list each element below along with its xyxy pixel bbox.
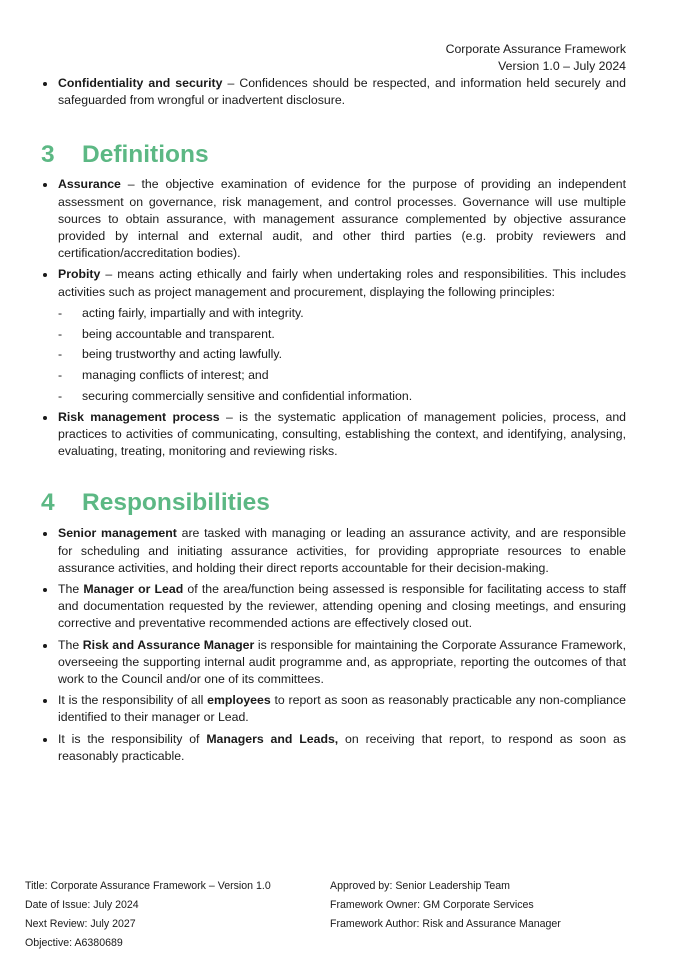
term-text: are tasked with managing or leading an assurance activity, and are responsible for scheduling and initiating assurance activities, for providing appropriate resources to enable assurance activities, and holding their direct reports accountable for their decision-making. <box>58 526 626 575</box>
principle-item: - acting fairly, impartially and with integrity. <box>58 305 626 322</box>
lead-text: It is the responsibility of all <box>58 693 208 708</box>
section-title: Responsibilities <box>82 489 270 517</box>
principles-list <box>58 305 626 405</box>
list-item <box>41 581 626 633</box>
term-text: – the objective examination of evidence for the purpose of providing an independent assessment on governance, risk management, and control processes. Governance will use multiple sources to obtain assurance, with management assurance complemented by objective assurance provided by internal and external audit, and other third parties (e.g. probity reviewers and certification/accreditation bodies). <box>58 177 626 261</box>
section-heading-definitions <box>41 140 626 170</box>
term: Probity <box>58 267 101 282</box>
term: Risk management process <box>58 409 220 424</box>
term-text: is responsible for maintaining the Corporate Assurance Framework, overseeing the supporting internal audit programme and, as appropriate, reporting the outcomes of that work to the Council and/or one of its committees. <box>58 637 626 687</box>
term: Confidentiality and security <box>58 76 223 90</box>
term: employees <box>207 693 271 708</box>
page-header <box>446 41 626 75</box>
lead-text: The <box>58 582 84 597</box>
term-text: on receiving that report, to respond as soon as reasonably practicable. <box>58 731 626 763</box>
list-item <box>41 731 626 765</box>
section-number: 3 <box>41 141 55 169</box>
footer-next-review: Next Review: July 2027 <box>25 918 136 930</box>
lead-text: The <box>58 637 83 652</box>
term-text: of the area/function being assessed is responsible for facilitating access to staff and documentation requested by the reviewer, attending opening and closing meetings, and ensuring corrective and preventative recommended actions are effectively closed out. <box>58 582 627 631</box>
principle-item: - securing commercially sensitive and confidential information. <box>58 388 626 405</box>
term: Managers and Leads, <box>206 731 339 746</box>
footer-objective: Objective: A6380689 <box>25 937 123 949</box>
document-version: Version 1.0 – July 2024 <box>498 59 626 73</box>
term: Assurance <box>58 177 121 192</box>
document-title: Corporate Assurance Framework <box>445 42 626 56</box>
list-item <box>41 637 626 689</box>
section-number: 4 <box>41 489 55 517</box>
list-item <box>41 176 626 262</box>
term-text: – Confidences should be respected, and information held securely and safeguarded from wrongful or inadvertent disclosure. <box>58 76 626 108</box>
principle-item: - being trustworthy and acting lawfully. <box>58 346 626 363</box>
footer-approved-by: Approved by: Senior Leadership Team <box>330 880 511 892</box>
footer-title: Title: Corporate Assurance Framework – Version 1.0 <box>25 880 271 892</box>
term: Manager or Lead <box>83 582 184 597</box>
intro-list <box>41 75 626 109</box>
list-item <box>41 75 626 109</box>
footer-date-of-issue: Date of Issue: July 2024 <box>25 899 139 911</box>
footer-author: Framework Author: Risk and Assurance Manager <box>330 918 561 930</box>
term: Senior management <box>58 526 177 541</box>
responsibilities-list <box>41 525 626 765</box>
footer-right-column <box>330 877 561 953</box>
footer-owner: Framework Owner: GM Corporate Services <box>330 899 534 911</box>
section-title: Definitions <box>82 141 209 169</box>
list-item <box>41 692 626 726</box>
list-item <box>41 525 626 577</box>
page-content <box>41 75 626 769</box>
section-heading-responsibilities <box>41 488 626 518</box>
list-item <box>41 409 626 461</box>
lead-text: It is the responsibility of <box>58 731 207 746</box>
term-text: – means acting ethically and fairly when undertaking roles and responsibilities. This includes activities such as project management and procurement, displaying the following principles: <box>58 267 626 299</box>
term-text: – is the systematic application of management policies, process, and practices to activities of communicating, consulting, establishing the context, and identifying, analysing, evaluating, treating, monitoring and reviewing risks. <box>58 409 626 459</box>
term-text: to report as soon as reasonably practicable any non-compliance identified to their manager or Lead. <box>58 693 626 725</box>
footer-left-column <box>25 877 330 953</box>
principle-item: - managing conflicts of interest; and <box>58 367 626 384</box>
term: Risk and Assurance Manager <box>82 637 255 652</box>
page-footer <box>25 877 645 953</box>
principle-item: - being accountable and transparent. <box>58 326 626 343</box>
list-item <box>41 266 626 404</box>
definitions-list <box>41 176 626 460</box>
